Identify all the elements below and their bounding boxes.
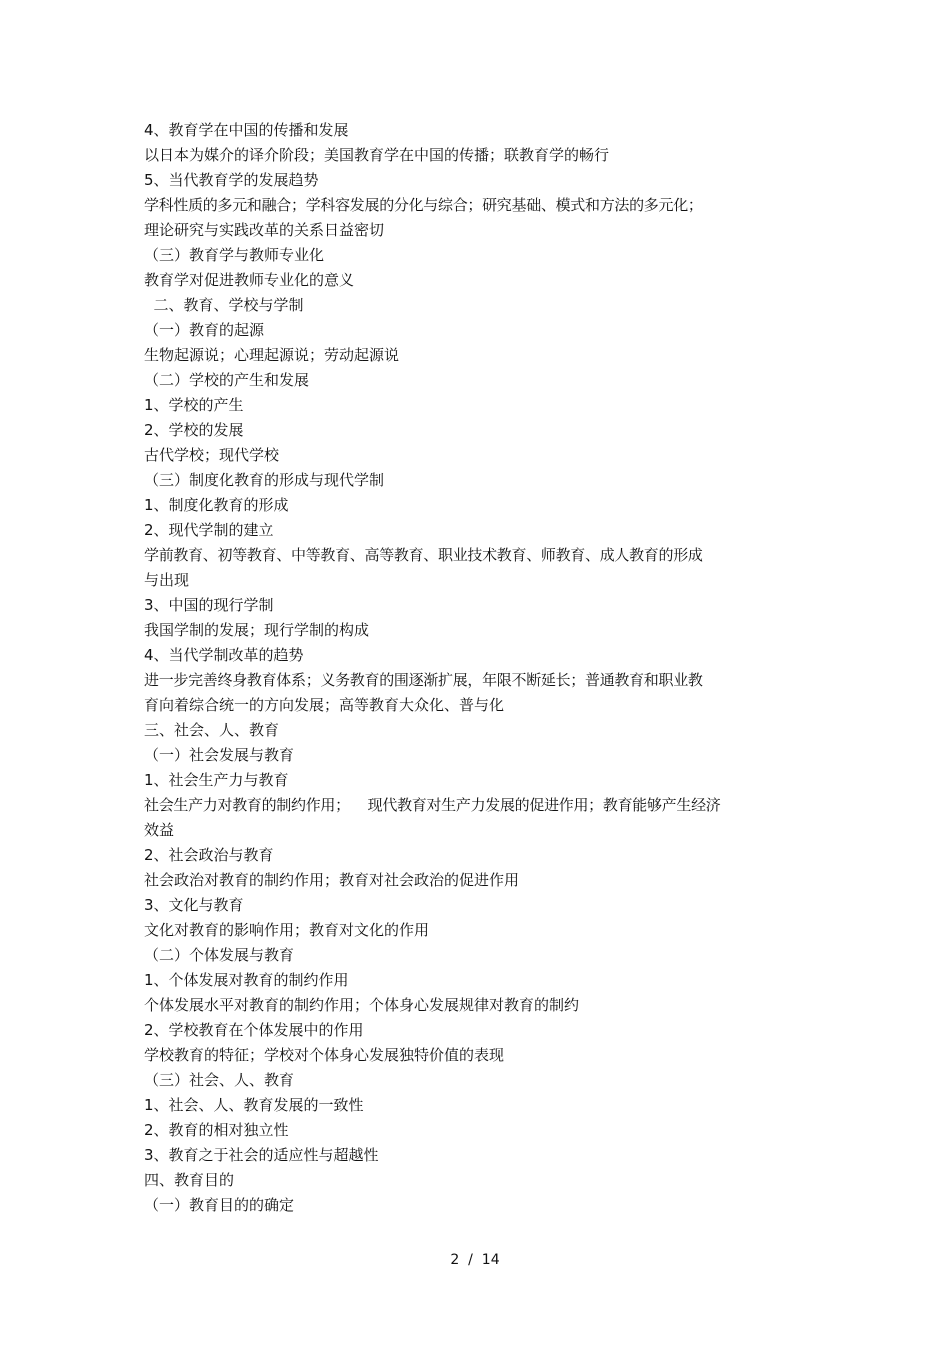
- text-line: 生物起源说；心理起源说；劳动起源说: [144, 346, 400, 364]
- text-line: （二）个体发展与教育: [144, 946, 295, 964]
- text-line: 以日本为媒介的译介阶段；美国教育学在中国的传播；联教育学的畅行: [144, 146, 610, 164]
- text-line: 2、学校教育在个体发展中的作用: [144, 1021, 364, 1039]
- text-line: 效益: [144, 821, 175, 839]
- text-line: 5、当代教育学的发展趋势: [144, 171, 319, 189]
- text-line: 3、教育之于社会的适应性与超越性: [144, 1146, 379, 1164]
- text-line: 3、文化与教育: [144, 896, 244, 914]
- page-number: 2 / 14: [450, 1252, 500, 1268]
- text-line: 1、社会生产力与教育: [144, 771, 289, 789]
- text-line: （三）教育学与教师专业化: [144, 246, 325, 264]
- text-line: 古代学校；现代学校: [144, 446, 280, 464]
- text-line: 教育学对促进教师专业化的意义: [144, 271, 355, 289]
- text-line: 1、个体发展对教育的制约作用: [144, 971, 349, 989]
- text-line: 3、中国的现行学制: [144, 596, 274, 614]
- text-line: 文化对教育的影响作用；教育对文化的作用: [144, 921, 430, 939]
- text-line: 社会生产力对教育的制约作用； 现代教育对生产力发展的促进作用；教育能够产生经济: [144, 796, 721, 814]
- text-line: 2、学校的发展: [144, 421, 244, 439]
- text-line: 1、制度化教育的形成: [144, 496, 289, 514]
- text-line: 学前教育、初等教育、中等教育、高等教育、职业技术教育、师教育、成人教育的形成: [144, 546, 703, 564]
- text-line: （二）学校的产生和发展: [144, 371, 310, 389]
- text-line: 2、现代学制的建立: [144, 521, 274, 539]
- text-line: （一）教育目的的确定: [144, 1196, 295, 1214]
- text-line: 进一步完善终身教育体系；义务教育的围逐渐扩展，年限不断延长；普通教育和职业教: [144, 671, 703, 689]
- text-line: 2、社会政治与教育: [144, 846, 274, 864]
- text-line: 个体发展水平对教育的制约作用；个体身心发展规律对教育的制约: [144, 996, 580, 1014]
- text-line: （三）制度化教育的形成与现代学制: [144, 471, 385, 489]
- text-line: （一）教育的起源: [144, 321, 265, 339]
- text-line: 学校教育的特征；学校对个体身心发展独特价值的表现: [144, 1046, 505, 1064]
- text-line: 二、教育、学校与学制: [144, 296, 304, 314]
- text-line: （三）社会、人、教育: [144, 1071, 295, 1089]
- text-line: 4、当代学制改革的趋势: [144, 646, 304, 664]
- text-line: 三、社会、人、教育: [144, 721, 280, 739]
- text-line: （一）社会发展与教育: [144, 746, 295, 764]
- document-body: [144, 118, 784, 1218]
- text-line: 1、学校的产生: [144, 396, 244, 414]
- text-line: 四、教育目的: [144, 1171, 235, 1189]
- text-line: 与出现: [144, 571, 190, 589]
- text-line: 育向着综合统一的方向发展；高等教育大众化、普与化: [144, 696, 505, 714]
- text-line: 社会政治对教育的制约作用；教育对社会政治的促进作用: [144, 871, 520, 889]
- text-line: 我国学制的发展；现行学制的构成: [144, 621, 370, 639]
- text-line: 1、社会、人、教育发展的一致性: [144, 1096, 364, 1114]
- text-line: 4、教育学在中国的传播和发展: [144, 121, 349, 139]
- text-line: 2、教育的相对独立性: [144, 1121, 289, 1139]
- text-line: 理论研究与实践改革的关系日益密切: [144, 221, 385, 239]
- text-line: 学科性质的多元和融合；学科容发展的分化与综合；研究基础、模式和方法的多元化；: [144, 196, 703, 214]
